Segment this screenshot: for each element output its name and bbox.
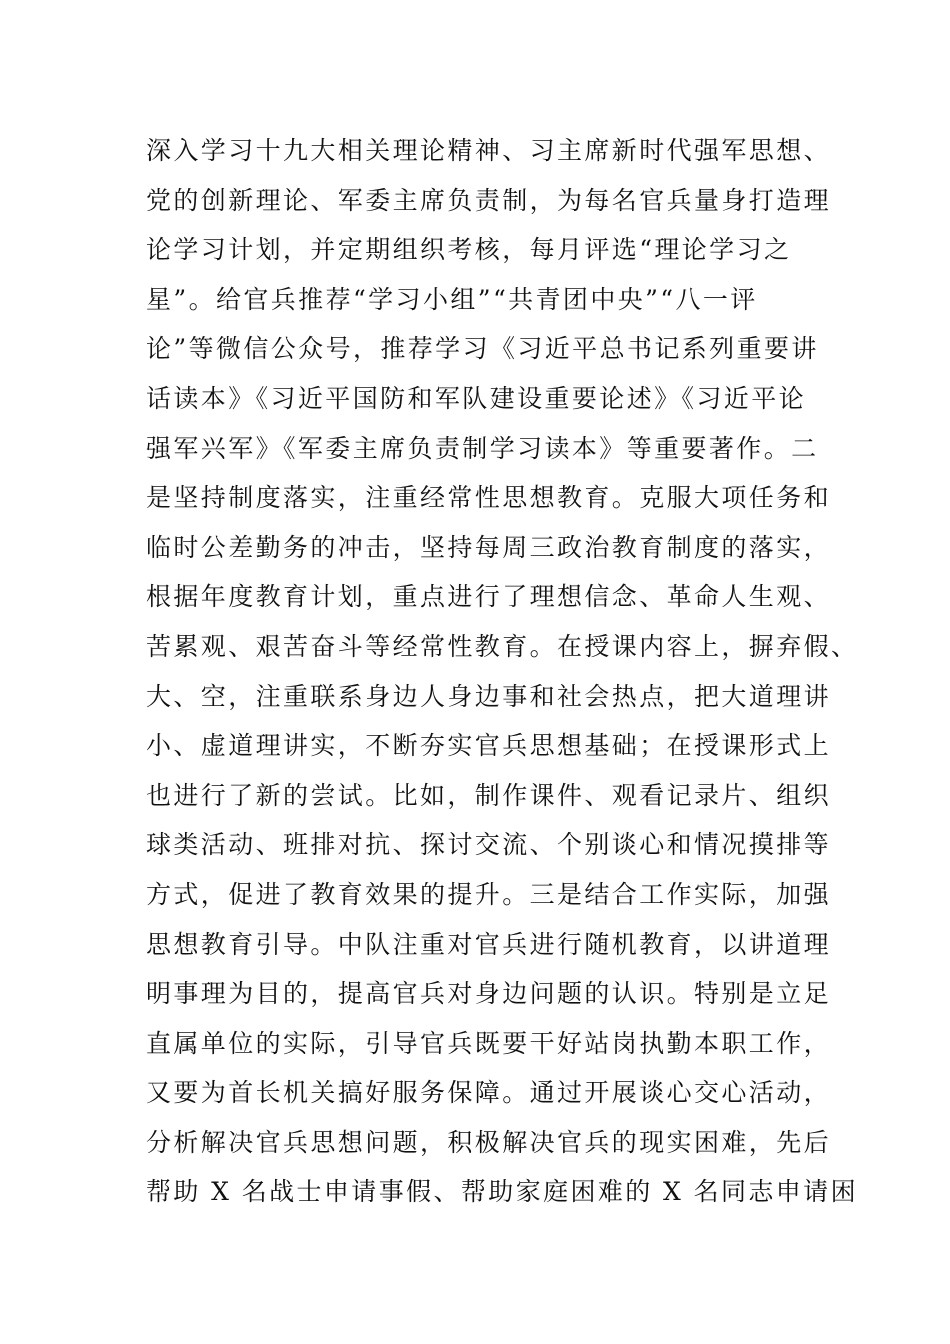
text-line: 又要为首长机关搞好服务保障。通过开展谈心交心活动，	[146, 1078, 832, 1108]
text-line: 直属单位的实际，引导官兵既要干好站岗执勤本职工作，	[146, 1028, 832, 1058]
text-line: 党的创新理论、军委主席负责制，为每名官兵量身打造理	[146, 185, 832, 215]
text-line: 是坚持制度落实，注重经常性思想教育。克服大项任务和	[146, 483, 832, 513]
text-line: 话读本》《习近平国防和军队建设重要论述》《习近平论	[146, 383, 807, 413]
text-line: 论学习计划，并定期组织考核，每月评选“理论学习之	[146, 235, 792, 265]
text-line: 论”等微信公众号，推荐学习《习近平总书记系列重要讲	[146, 334, 819, 364]
text-line: 根据年度教育计划，重点进行了理想信念、革命人生观、	[146, 582, 832, 612]
text-line: 球类活动、班排对抗、探讨交流、个别谈心和情况摸排等	[146, 830, 832, 860]
text-line: 临时公差勤务的冲击，坚持每周三政治教育制度的落实，	[146, 532, 832, 562]
text-line: 方式，促进了教育效果的提升。三是结合工作实际，加强	[146, 879, 832, 909]
text-line: 强军兴军》《军委主席负责制学习读本》等重要著作。二	[146, 433, 819, 463]
text-line: 分析解决官兵思想问题，积极解决官兵的现实困难，先后	[146, 1127, 832, 1157]
text-line: 思想教育引导。中队注重对官兵进行随机教育，以讲道理	[146, 929, 832, 959]
text-line: 也进行了新的尝试。比如，制作课件、观看记录片、组织	[146, 780, 832, 810]
text-line: 明事理为目的，提高官兵对身边问题的认识。特别是立足	[146, 979, 832, 1009]
text-line: 帮助 X 名战士申请事假、帮助家庭困难的 X 名同志申请困	[146, 1177, 858, 1207]
body-text	[146, 126, 859, 1217]
text-line: 星”。给官兵推荐“学习小组”“共青团中央”“八一评	[146, 284, 758, 314]
text-line: 深入学习十九大相关理论精神、习主席新时代强军思想、	[146, 136, 832, 165]
text-line: 小、虚道理讲实，不断夯实官兵思想基础；在授课形式上	[146, 731, 832, 761]
text-line: 大、空，注重联系身边人身边事和社会热点，把大道理讲	[146, 681, 832, 711]
text-line: 苦累观、艰苦奋斗等经常性教育。在授课内容上，摒弃假、	[146, 631, 859, 661]
